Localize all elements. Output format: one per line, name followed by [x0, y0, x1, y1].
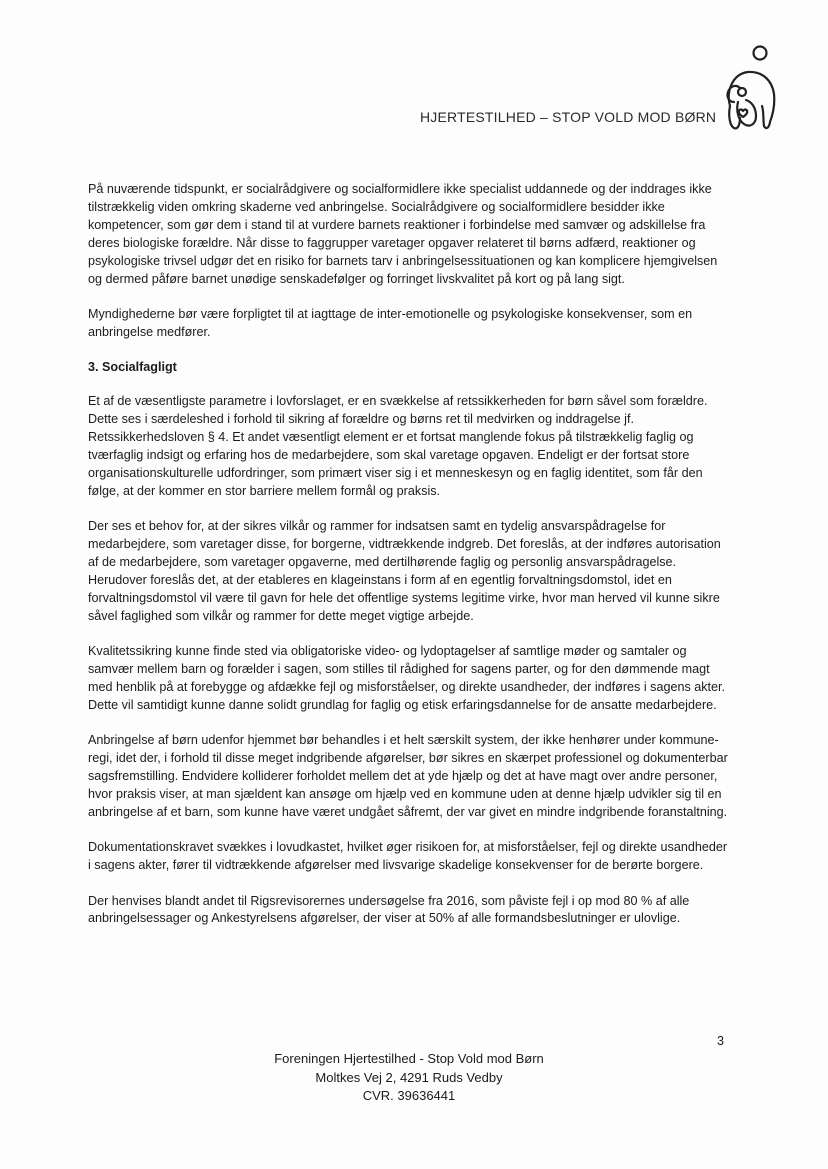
paragraph-6: Anbringelse af børn udenfor hjemmet bør behandles i et helt særskilt system, der ikke henhører under kommune-regi, idet der, i forhold til disse meget indgribende afgørelser, bør sikres en skærpet professionel og dokumenterbar sagsfremstilling. Endvidere kolliderer forholdet mellem det at yde hjælp og det at have magt over andre personer, hvor praksis viser, at man sjældent kan ansøge om hjælp ved en kommune uden at denne hjælp udvikler sig til en anbringelse af et barn, som kunne have været undgået såfremt, der var givet en mindre indgribende foranstaltning.	[88, 733, 728, 819]
paragraph-8: Der henvises blandt andet til Rigsrevisorernes undersøgelse fra 2016, som påviste fejl i op mod 80 % af alle anbringelsessager og Ankestyrelsens afgørelser, der viser at 50% af alle formandsbeslutninger er ulovlige.	[88, 893, 690, 926]
section-heading: 3. Socialfagligt	[88, 360, 177, 375]
footer-org: Foreningen Hjertestilhed - Stop Vold mod Børn	[274, 1051, 544, 1066]
paragraph-1: På nuværende tidspunkt, er socialrådgivere og socialformidlere ikke specialist uddannede og der inddrages ikke tilstrækkelig viden omkring skaderne ved anbringelse. Socialrådgivere og socialformidlere besidder ikke kompetencer, som gør dem i stand til at vurdere barnets reaktioner i forbindelse med samvær og adskillelse fra deres biologiske forældre. Når disse to faggrupper varetager opgaver relateret til børns adfærd, reaktioner og psykologiske trivsel udgør det en risiko for barnets tarv i anbringelsessituationen og kan komplicere hjemgivelsen og dermed påføre barnet unødige senskadefølger og forringet livskvalitet på kort og på lang sigt.	[88, 182, 718, 286]
header-title: HJERTESTILHED – STOP VOLD MOD BØRN	[420, 109, 717, 125]
document-body	[88, 181, 730, 946]
paragraph-2: Myndighederne bør være forpligtet til at iagttage de inter-emotionelle og psykologiske konsekvenser, som en anbringelse medfører.	[88, 306, 693, 339]
paragraph-4: Der ses et behov for, at der sikres vilkår og rammer for indsatsen samt en tydelig ansvarspådragelse for medarbejdere, som varetager disse, for borgerne, vidtrækkende indgreb. Det foreslås, at der indføres autorisation af de medarbejdere, som varetager opgaverne, med dertilhørende faglig og personlig ansvarspådragelse. Herudover foreslås det, at der etableres en klageinstans i form af en egentlig forvaltningsdomstol, idet en forvaltningsdomstol vil være til gavn for hele det offentlige systems legitime virke, hvor man herved vil kunne sikre såvel faglighed som vilkår og rammer for dette meget vigtige arbejde.	[88, 519, 721, 623]
footer-address: Moltkes Vej 2, 4291 Ruds Vedby	[315, 1069, 503, 1085]
page-number: 3	[717, 1034, 725, 1048]
paragraph-3: Et af de væsentligste parametre i lovforslaget, er en svækkelse af retssikkerheden for børn såvel som forældre. Dette ses i særdeleshed i forhold til sikring af forældre og børns ret til medvirken og inddragelse jf. Retssikkerhedsloven § 4. Et andet væsentligt element er et fortsat manglende fokus på tilstrækkelig faglig og tværfaglig indsigt og erfaring hos de medarbejdere, som skal varetage opgaven. Endeligt er der fortsat store organisationskulturelle udfordringer, som primært viser sig i et menneskesyn og en faglig identitet, som får den følge, at der kommer en stor barriere mellem formål og praksis.	[88, 394, 708, 498]
family-heart-logo-icon	[716, 44, 778, 136]
paragraph-7: Dokumentationskravet svækkes i lovudkastet, hvilket øger risikoen for, at misforståelser, fejl og direkte usandheder i sagens akter, fører til vidtrækkende afgørelser med livsvarige skadelige konsekvenser for de berørte borgere.	[88, 840, 728, 873]
footer-cvr: CVR. 39636441	[362, 1088, 456, 1103]
paragraph-5: Kvalitetssikring kunne finde sted via obligatoriske video- og lydoptagelser af samtlige møder og samtaler og samvær mellem barn og forælder i sagen, som stilles til rådighed for sagens parter, og for den dømmende magt med henblik på at forebygge og afdække fejl og misforståelser, og direkte usandheder, der indføres i sagens akter. Dette vil samtidigt kunne danne solidt grundlag for faglig og etisk erfaringsdannelse for de ansatte medarbejdere.	[88, 644, 726, 712]
footer	[0, 1050, 828, 1106]
